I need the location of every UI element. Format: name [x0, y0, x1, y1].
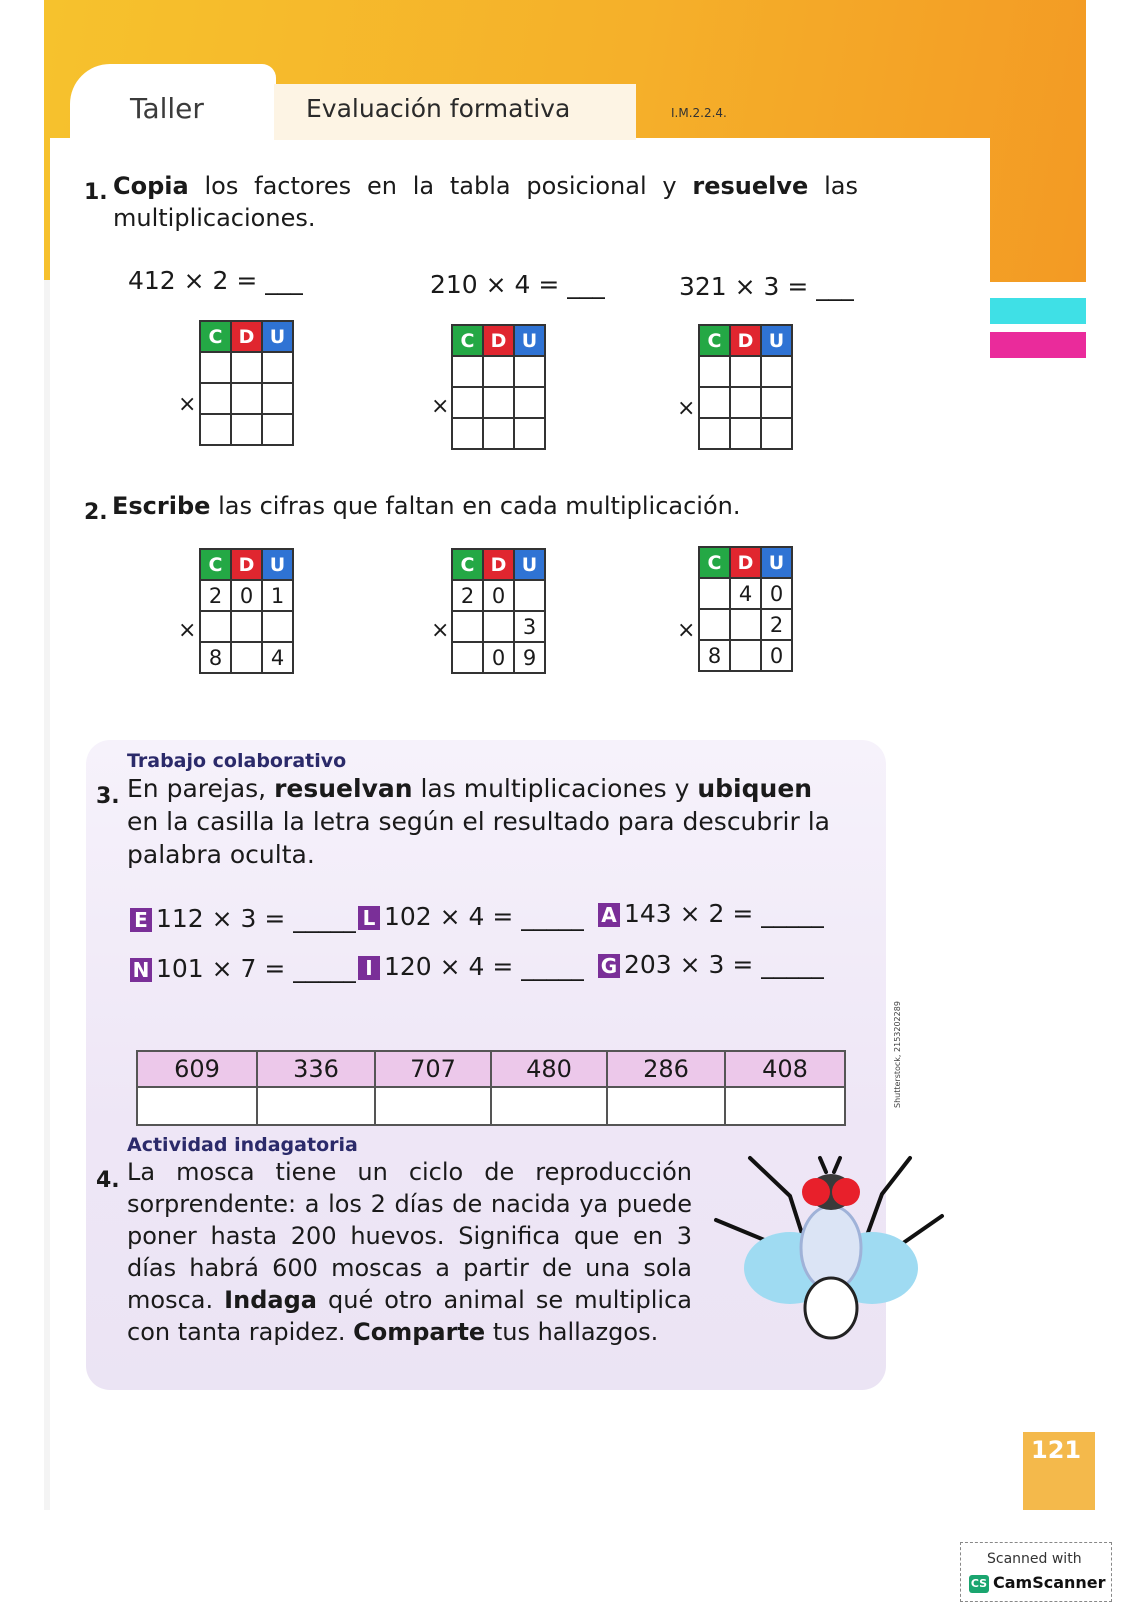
- letter-equation-l: L 102 × 4 = _____: [358, 902, 584, 931]
- missing-digits-grid: C D U 2 0 1 8 4: [199, 548, 294, 674]
- exercise4-number: 4.: [96, 1168, 120, 1193]
- letter-slot[interactable]: [491, 1087, 607, 1125]
- letter-slot[interactable]: [725, 1087, 845, 1125]
- place-value-grid: C D U: [199, 320, 294, 446]
- scanner-caption: Scanned with: [987, 1551, 1082, 1567]
- times-sign: ×: [431, 618, 450, 643]
- missing-digits-grid: C D U 2 0 3 0 9: [451, 548, 546, 674]
- letter-equation-e: E 112 × 3 = _____: [130, 904, 356, 933]
- place-value-grid: C D U: [698, 324, 793, 450]
- letter-badge: G: [598, 954, 620, 978]
- cyan-strip: [990, 298, 1086, 324]
- fly-leg: [866, 1158, 910, 1238]
- letter-equation-a: A 143 × 2 = _____: [598, 899, 824, 928]
- tab-evaluation: [274, 84, 636, 140]
- letter-slot[interactable]: [607, 1087, 725, 1125]
- page-number-box: [1023, 1432, 1095, 1510]
- exercise2-instructions: Escribe las cifras que faltan en cada multiplicación.: [112, 492, 741, 520]
- research-label: Actividad indagatoria: [127, 1134, 358, 1156]
- page-number: 121: [1031, 1436, 1082, 1464]
- equation-2: 210 × 4 = ___: [430, 270, 605, 299]
- camscanner-watermark: [960, 1542, 1112, 1602]
- fly-eye: [832, 1178, 860, 1206]
- curriculum-code: I.M.2.2.4.: [671, 106, 727, 120]
- answer-value: 286: [607, 1051, 725, 1087]
- exercise1-instructions: Copia los factores en la tabla posicional y resuelve las multiplicaciones.: [113, 172, 858, 232]
- fly-eye: [802, 1178, 830, 1206]
- equation-1: 412 × 2 = ___: [128, 266, 303, 295]
- letter-badge: E: [130, 908, 152, 932]
- missing-digits-grid: C D U 4 0 2 8 0: [698, 546, 793, 672]
- equation-3: 321 × 3 = ___: [679, 272, 854, 301]
- exercise1-number: 1.: [84, 180, 108, 205]
- tab-taller-label: Taller: [130, 92, 204, 125]
- times-sign: ×: [178, 618, 197, 643]
- pink-strip: [990, 332, 1086, 358]
- times-sign: ×: [178, 392, 197, 417]
- answer-value: 408: [725, 1051, 845, 1087]
- answer-table: [136, 1050, 846, 1126]
- fly-abdomen: [805, 1278, 857, 1338]
- letter-badge: N: [130, 958, 152, 982]
- tab-taller: [70, 64, 276, 154]
- exercise3-number: 3.: [96, 784, 120, 809]
- answer-value: 609: [137, 1051, 257, 1087]
- scanner-brand: CS CamScanner: [970, 1573, 1106, 1592]
- letter-equation-i: I 120 × 4 = _____: [358, 952, 584, 981]
- letter-equation-n: N 101 × 7 = _____: [130, 954, 356, 983]
- image-credit: Shutterstock, 2153202289: [893, 1001, 902, 1108]
- times-sign: ×: [431, 394, 450, 419]
- fly-antenna: [820, 1158, 840, 1172]
- times-sign: ×: [677, 396, 696, 421]
- letter-badge: L: [358, 906, 380, 930]
- fly-leg: [750, 1158, 804, 1240]
- place-value-grid: C D U: [451, 324, 546, 450]
- page-edge: [44, 280, 50, 1510]
- answer-value: 480: [491, 1051, 607, 1087]
- times-sign: ×: [677, 618, 696, 643]
- letter-badge: I: [358, 956, 380, 980]
- tab-evaluation-label: Evaluación formativa: [306, 94, 571, 123]
- answer-value: 707: [375, 1051, 491, 1087]
- letter-badge: A: [598, 903, 620, 927]
- letter-slot[interactable]: [375, 1087, 491, 1125]
- exercise3-instructions: En parejas, resuelvan las multiplicaciones y ubiquen en la casilla la letra según el resultado para descubrir la palabra oculta.: [127, 774, 830, 869]
- letter-slot[interactable]: [257, 1087, 375, 1125]
- camscanner-logo-icon: CS: [969, 1575, 989, 1593]
- answer-value: 336: [257, 1051, 375, 1087]
- exercise2-number: 2.: [84, 500, 108, 525]
- letter-equation-g: G 203 × 3 = _____: [598, 950, 824, 979]
- fly-illustration: [712, 1148, 952, 1348]
- exercise4-text: La mosca tiene un ciclo de reproducción sorprendente: a los 2 días de nacida ya puede poner hasta 200 huevos. Significa que en 3 días habrá 600 moscas a partir de una sola mosca. Indaga qué otro animal se multiplica con tanta rapidez. Comparte tus hallazgos.: [127, 1158, 693, 1346]
- letter-slot[interactable]: [137, 1087, 257, 1125]
- collaborative-label: Trabajo colaborativo: [127, 750, 347, 772]
